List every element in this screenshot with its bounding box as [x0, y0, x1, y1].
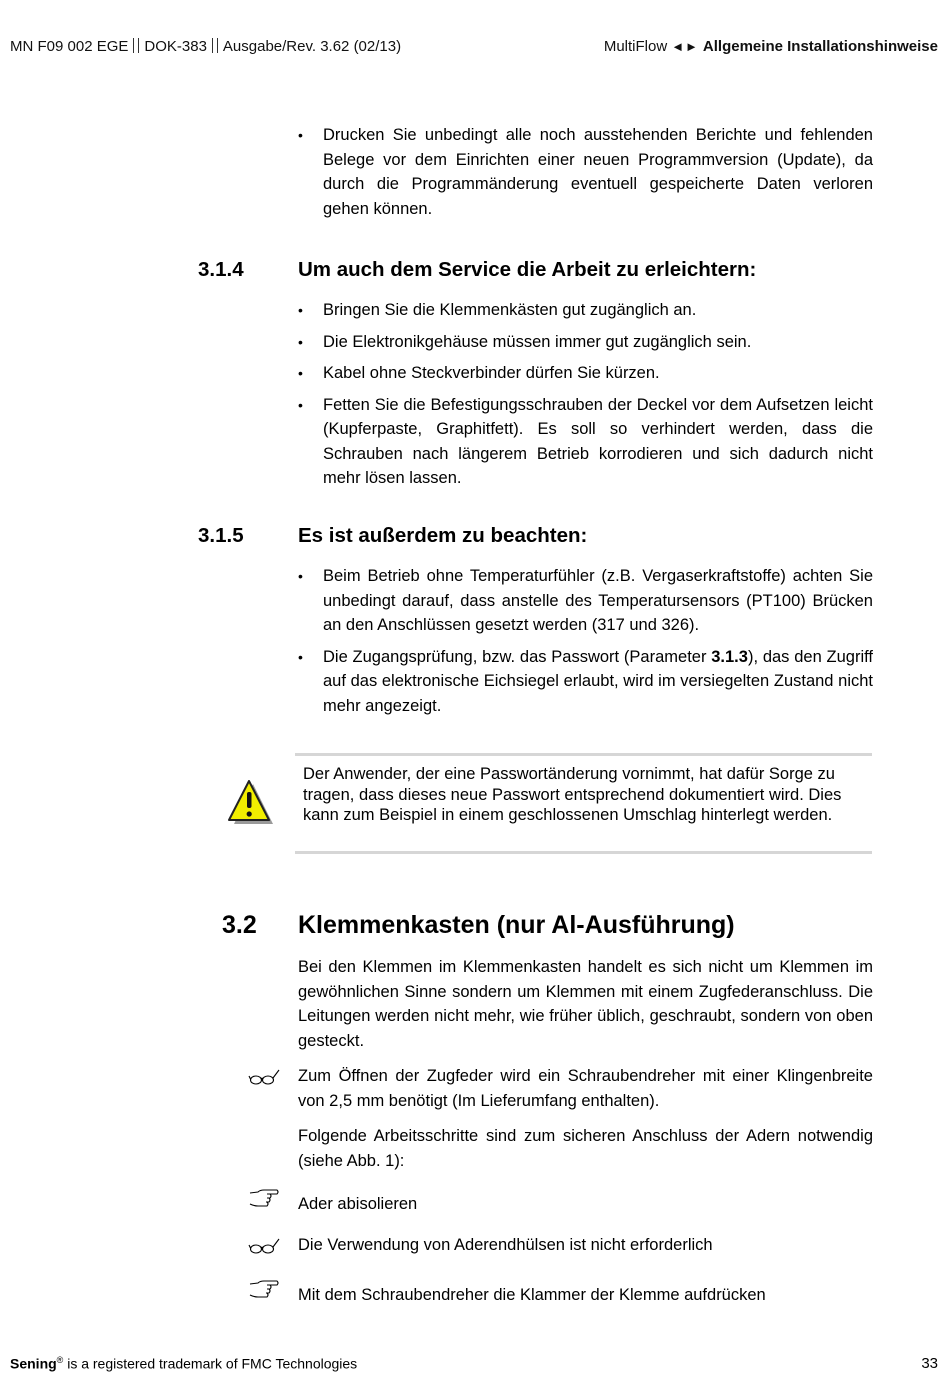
- trademark-note: [10, 1355, 357, 1372]
- list-item: • Bringen Sie die Klemmenkästen gut zugänglich an.: [298, 298, 873, 323]
- list-item: • Drucken Sie unbedingt alle noch ausstehenden Berichte und fehlenden Belege vor dem Einrichten einer neuen Programmversion (Update), da durch die Programmänderung eventuell gespeicherte Daten verloren gehen können.: [298, 123, 873, 221]
- header-section: [604, 38, 938, 55]
- step-text: Mit dem Schraubendreher die Klammer der Klemme aufdrücken: [298, 1286, 766, 1304]
- list-item: • Die Elektronikgehäuse müssen immer gut zugänglich sein.: [298, 330, 873, 355]
- paragraph: Bei den Klemmen im Klemmenkasten handelt es sich nicht um Klemmen im gewöhnlichen Sinne sondern um Klemmen mit einem Zugfederanschluss. Die Leitungen werden nicht mehr, wie früher üblich, geschraubt, sondern von oben gesteckt.: [298, 958, 873, 1050]
- text-run: Die Zugangsprüfung, bzw. das Passwort (Parameter: [323, 647, 712, 666]
- page-number: 33: [921, 1355, 938, 1372]
- list-item: • Beim Betrieb ohne Temperaturfühler (z.B. Vergaserkraftstoffe) achten Sie unbedingt darauf, dass anstelle des Temperatursensors (PT100) Brücken an den Anschlüssen gesetzt werden (317 und 326).: [298, 564, 873, 638]
- trademark-text: is a registered trademark of FMC Technologies: [63, 1355, 358, 1372]
- header-section-title: Allgemeine Installationshinweise: [702, 38, 938, 55]
- revision: Ausgabe/Rev. 3.62 (02/13): [222, 38, 402, 55]
- list-item: • Kabel ohne Steckverbinder dürfen Sie kürzen.: [298, 361, 873, 386]
- bullet-list-3-1-4: [298, 298, 873, 498]
- heading-title: Klemmenkasten (nur Al-Ausführung): [298, 911, 735, 939]
- arrows-icon: ◄►: [671, 39, 699, 54]
- heading-title: Es ist außerdem zu beachten:: [298, 524, 588, 547]
- warning-icon: [228, 780, 274, 828]
- header-doc-info: [10, 38, 401, 55]
- page-header: [10, 38, 938, 60]
- step-text: Ader abisolieren: [298, 1195, 418, 1213]
- product-name: MultiFlow: [603, 38, 668, 55]
- pointing-hand-icon: [248, 1186, 280, 1208]
- note-box: [295, 753, 872, 854]
- paragraph: Folgende Arbeitsschritte sind zum sicheren Anschluss der Adern notwendig (siehe Abb. 1):: [298, 1127, 873, 1170]
- heading-number: 3.1.5: [198, 524, 244, 547]
- brand: Sening: [10, 1355, 57, 1372]
- heading-number: 3.1.4: [198, 258, 244, 281]
- note-text: Der Anwender, der eine Passwortänderung vornimmt, hat dafür Sorge zu tragen, dass dieses neue Passwort entsprechend dokumentiert wird. Dies kann zum Beispiel in einem geschlossenen Umschlag hinterlegt werden.: [303, 765, 842, 824]
- note-paragraph: Die Verwendung von Aderendhülsen ist nicht erforderlich: [298, 1236, 713, 1254]
- text-run: ), das den Zugriff auf das elektronische Eichsiegel erlaubt, wird im versiegelten Zustand nicht mehr angezeigt.: [323, 647, 873, 715]
- intro-bullet-list: [298, 123, 873, 228]
- note-paragraph: Zum Öffnen der Zugfeder wird ein Schraubendreher mit einer Klingenbreite von 2,5 mm benötigt (Im Lieferumfang enthalten).: [298, 1067, 873, 1110]
- registered-mark: ®: [56, 1355, 64, 1365]
- heading-number: 3.2: [222, 911, 257, 939]
- list-item: [298, 645, 873, 719]
- heading-title: Um auch dem Service die Arbeit zu erleichtern:: [298, 258, 757, 281]
- separator: [212, 38, 218, 53]
- list-item: • Fetten Sie die Befestigungsschrauben der Deckel vor dem Aufsetzen leicht (Kupferpaste, Graphitfett). Es soll so verhindert werden, dass die Schrauben nach längerem Betrieb korrodieren und sich dadurch nicht mehr lösen lassen.: [298, 393, 873, 491]
- glasses-icon: [248, 1235, 280, 1257]
- separator: [133, 38, 139, 53]
- parameter-reference: 3.1.3: [711, 647, 748, 666]
- pointing-hand-icon: [248, 1277, 280, 1299]
- bullet-list-3-1-5: [298, 564, 873, 725]
- doc-id: MN F09 002 EGE: [10, 38, 129, 55]
- dok-number: DOK-383: [144, 38, 207, 55]
- glasses-icon: [248, 1066, 280, 1088]
